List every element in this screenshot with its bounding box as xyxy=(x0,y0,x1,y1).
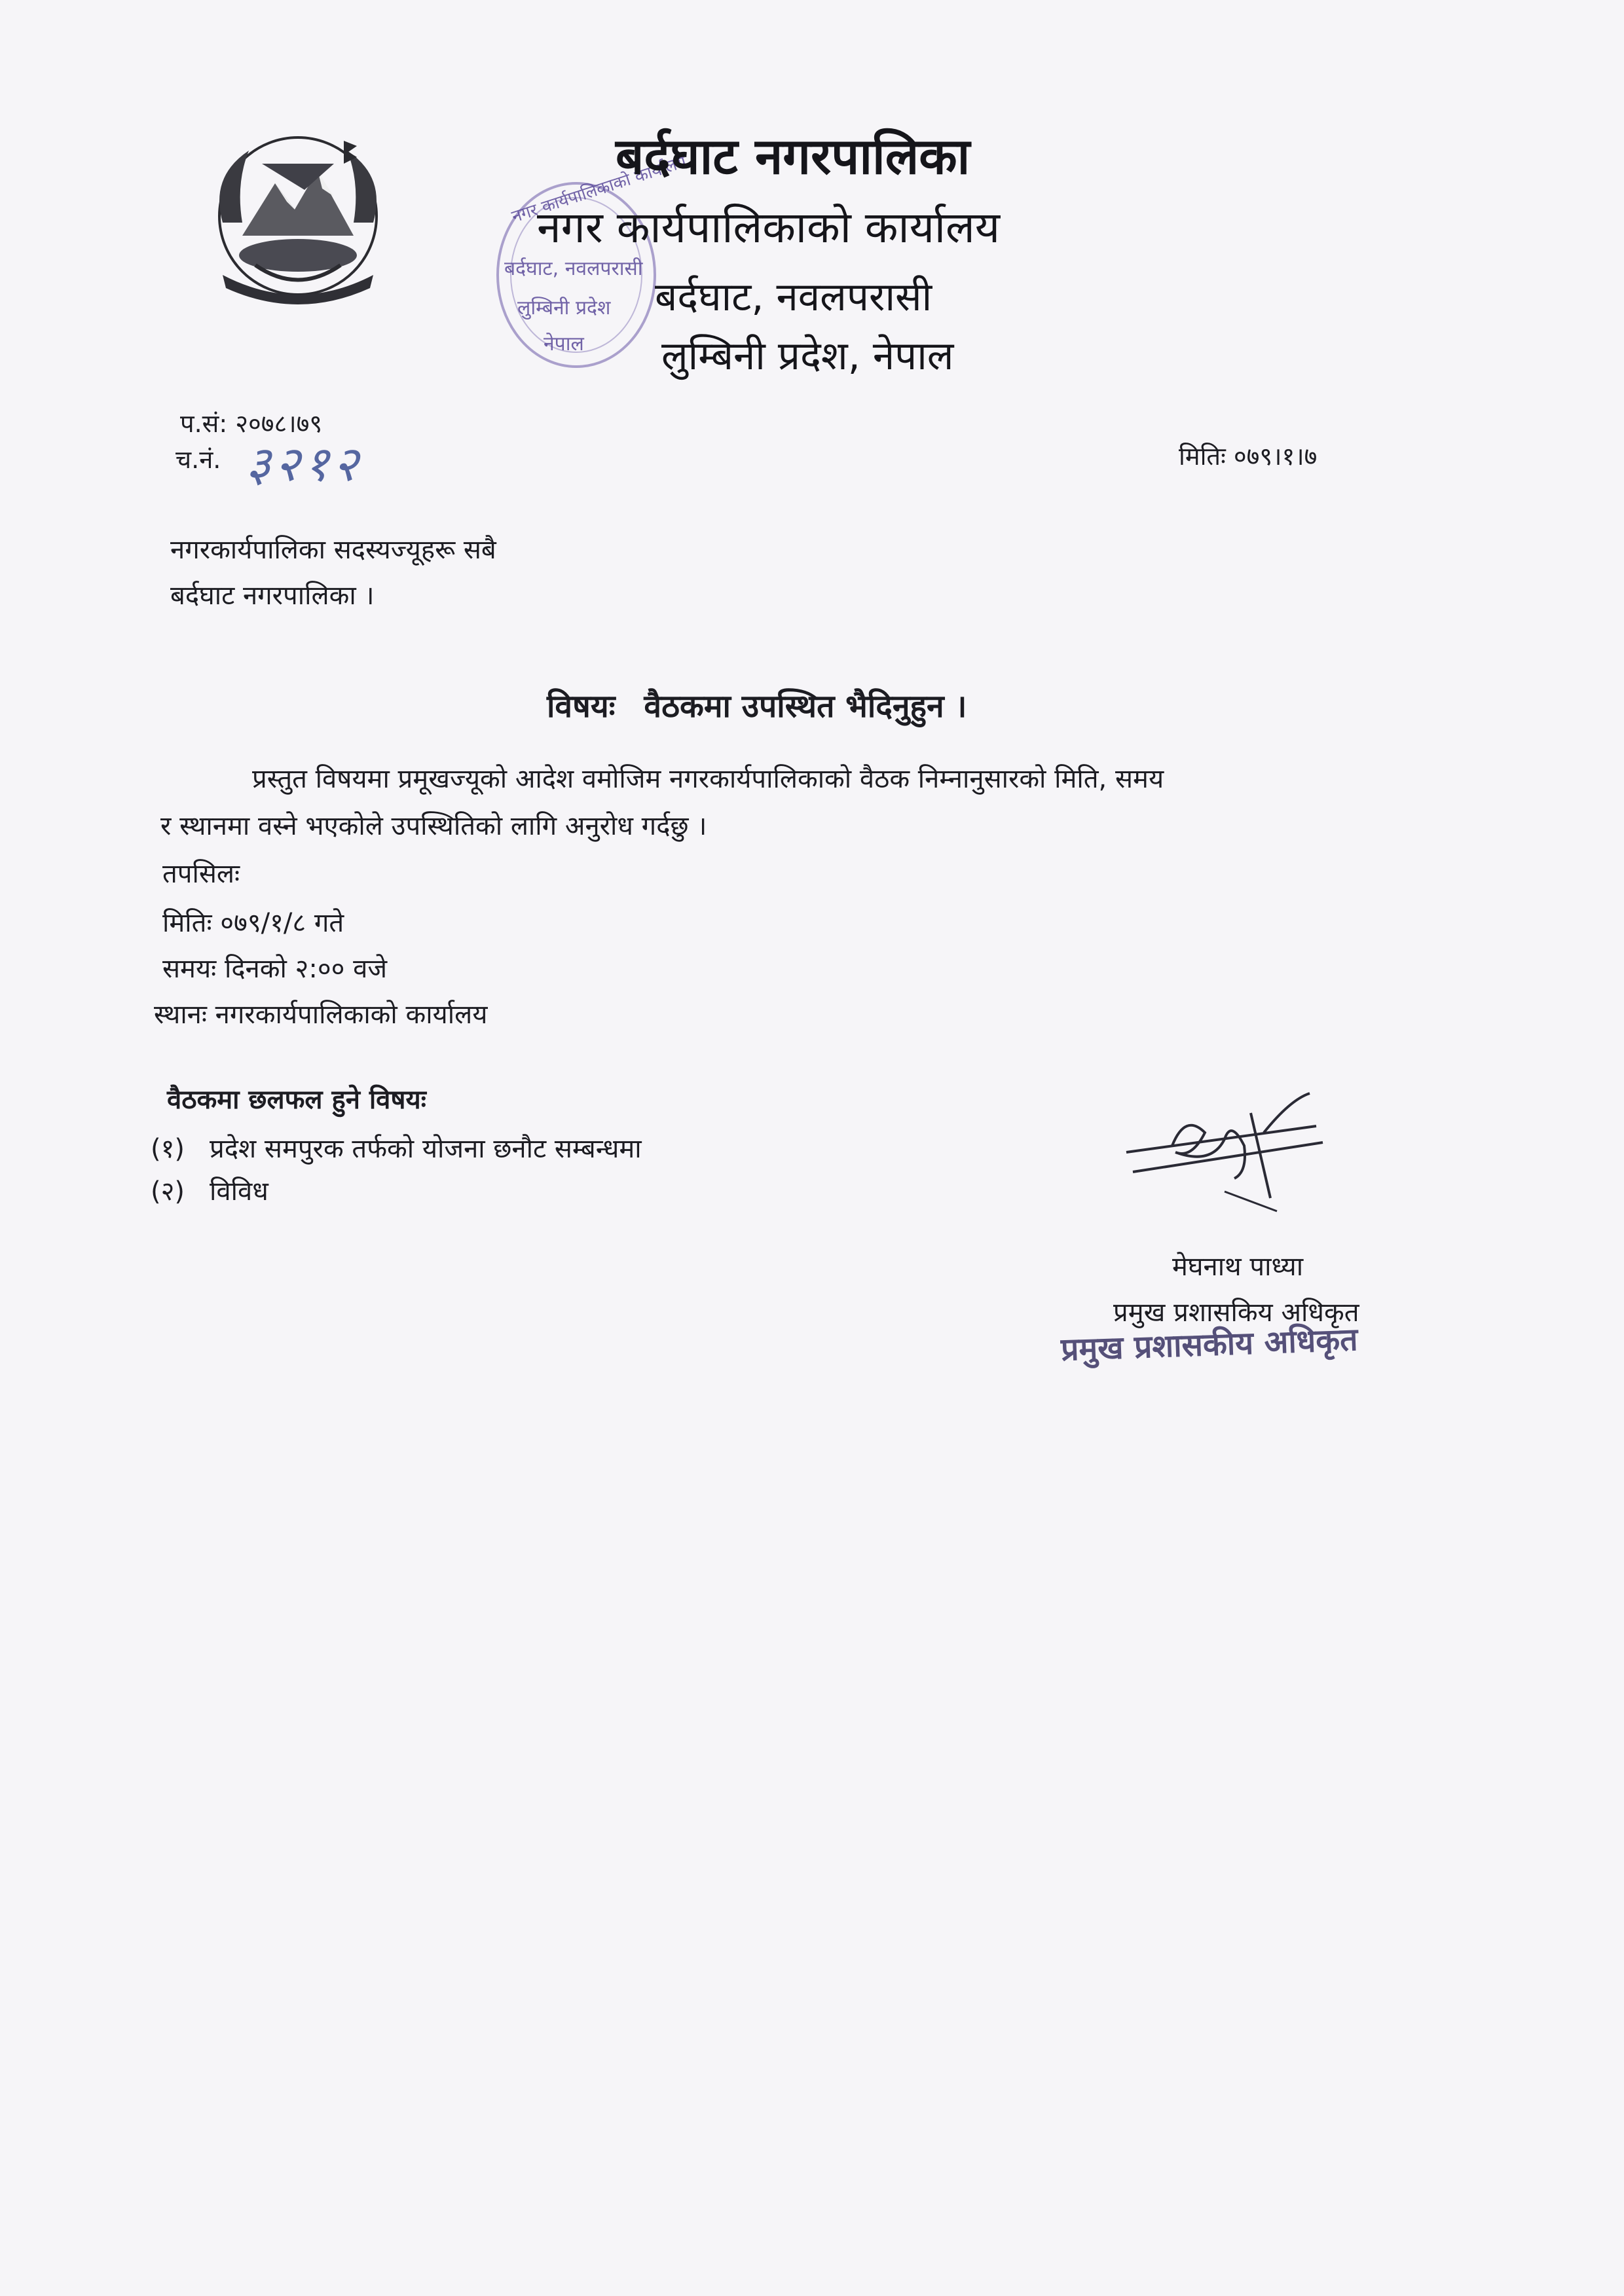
agenda-item-number: (१) xyxy=(151,1134,185,1164)
details-heading: तपसिलः xyxy=(162,859,240,889)
subject xyxy=(547,684,967,727)
stamp-line-3: लुम्बिनी प्रदेश xyxy=(517,297,611,319)
org-name: बर्दघाट नगरपालिका xyxy=(616,127,970,185)
handwritten-signature xyxy=(1113,1074,1342,1224)
agenda-item-text: विविध xyxy=(210,1176,268,1207)
signatory-stamp: प्रमुख प्रशासकीय अधिकृत xyxy=(1060,1321,1359,1368)
subject-text: वैठकमा उपस्थित भैदिनुहुन । xyxy=(644,688,967,725)
nepal-emblem-icon xyxy=(196,124,399,314)
stamp-line-4: नेपाल xyxy=(544,333,584,355)
agenda-item-text: प्रदेश समपुरक तर्फको योजना छनौट सम्बन्धमा xyxy=(210,1134,642,1164)
letter-date: मितिः ०७९।१।७ xyxy=(1179,442,1318,471)
letter-number: प.सं: २०७८।७९ xyxy=(180,409,323,438)
body-line-2: र स्थानमा वस्ने भएकोले उपस्थितिको लागि अनुरोध गर्दछु । xyxy=(160,811,707,841)
agenda-heading: वैठकमा छलफल हुने विषयः xyxy=(167,1085,426,1115)
office-name: नगर कार्यपालिकाको कार्यालय xyxy=(537,202,1000,253)
recipient-line-2: बर्दघाट नगरपालिका । xyxy=(170,581,375,611)
office-address: बर्दघाट, नवलपरासी xyxy=(655,274,932,320)
dispatch-number: ३२१२ xyxy=(246,436,362,492)
stamp-line-2: बर्दघाट, नवलपरासी xyxy=(504,257,643,280)
agenda-item-number: (२) xyxy=(151,1176,185,1207)
agenda-item xyxy=(151,1129,642,1165)
subject-label: विषयः xyxy=(547,688,616,725)
body-line-1: प्रस्तुत विषयमा प्रमूखज्यूको आदेश वमोजिम नगरकार्यपालिकाको वैठक निम्नानुसारको मिति, समय xyxy=(252,764,1164,794)
meeting-date: मितिः ०७९/१/८ गते xyxy=(162,908,344,938)
meeting-place: स्थानः नगरकार्यपालिकाको कार्यालय xyxy=(154,1000,488,1030)
agenda-item xyxy=(151,1172,268,1208)
meeting-time: समयः दिनको २:०० वजे xyxy=(162,954,388,984)
stamp-line-1: नगर कार्यपालिकाको कार्यालय xyxy=(509,152,690,227)
signatory-title: प्रमुख प्रशासकिय अधिकृत xyxy=(1113,1298,1359,1328)
signatory-name: मेघनाथ पाध्या xyxy=(1172,1252,1304,1282)
recipient-line-1: नगरकार्यपालिका सदस्यज्यूहरू सबै xyxy=(170,535,496,565)
office-province: लुम्बिनी प्रदेश, नेपाल xyxy=(661,333,954,379)
dispatch-label: च.नं. xyxy=(175,445,221,474)
